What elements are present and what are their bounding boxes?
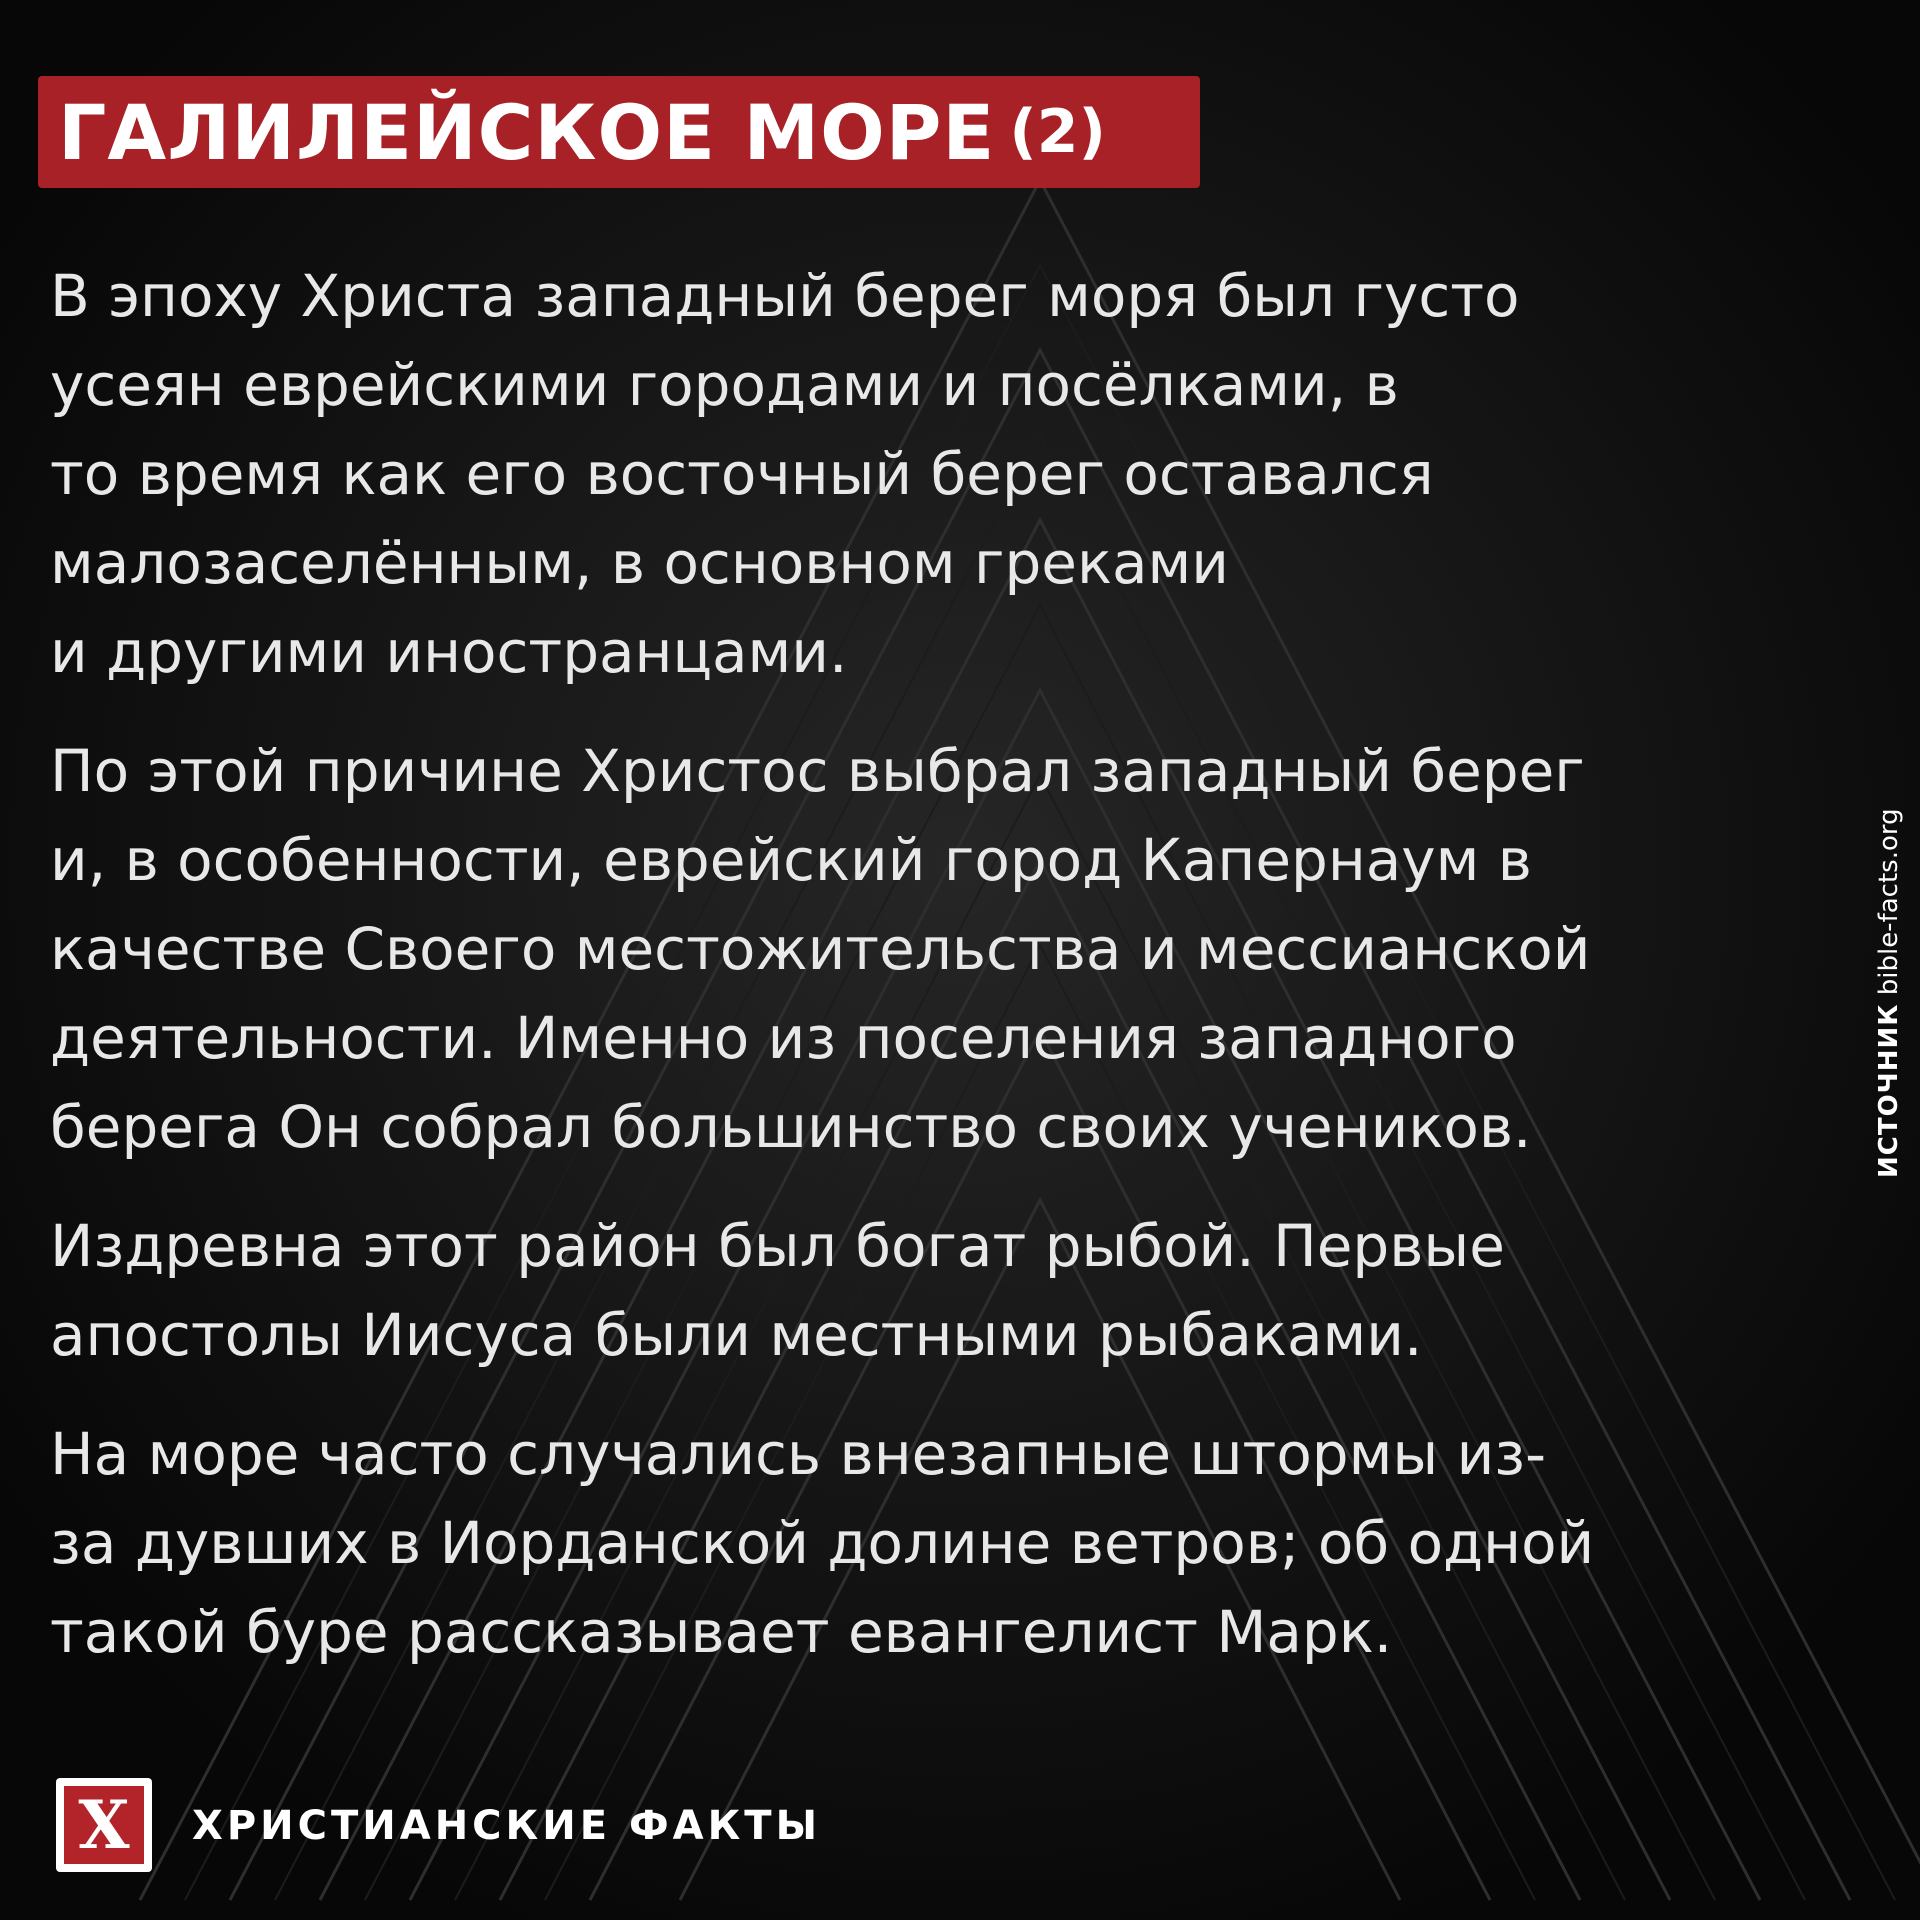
text-line: Издревна этот район был богат рыбой. Первые (50, 1212, 1505, 1280)
text-line: апостолы Иисуса были местными рыбаками. (50, 1301, 1423, 1369)
paragraph-2 (50, 727, 1740, 1172)
title-banner (38, 76, 1200, 188)
text-line: усеян еврейскими городами и посёлками, в (50, 351, 1399, 419)
text-line: По этой причине Христос выбрал западный берег (50, 737, 1585, 805)
text-line: и, в особенности, еврейский город Капернаум в (50, 826, 1532, 894)
source-link[interactable]: bible-facts.org (1874, 808, 1904, 996)
source-credit (1874, 808, 1904, 1178)
text-line: малозаселённым, в основном греками (50, 529, 1230, 597)
source-label: ИСТОЧНИК (1874, 1003, 1904, 1178)
page-title: ГАЛИЛЕЙСКОЕ МОРЕ (58, 87, 996, 177)
text-line: деятельности. Именно из поселения западного (50, 1004, 1517, 1072)
text-line: за дувших в Иорданской долине ветров; об одной (50, 1509, 1595, 1577)
brand-name: ХРИСТИАНСКИЕ ФАКТЫ (192, 1803, 822, 1849)
text-line: В эпоху Христа западный берег моря был густо (50, 262, 1520, 330)
text-line: и другими иностранцами. (50, 618, 848, 686)
text-line: берега Он собрал большинство своих учеников. (50, 1093, 1532, 1161)
paragraph-1 (50, 252, 1740, 697)
page-title-number: (2) (1009, 97, 1106, 167)
paragraph-3 (50, 1202, 1740, 1380)
paragraph-4 (50, 1410, 1740, 1677)
text-line: то время как его восточный берег оставался (50, 440, 1434, 508)
article-body (50, 252, 1740, 1707)
text-line: На море часто случались внезапные штормы из- (50, 1420, 1547, 1488)
text-line: качестве Своего местожительства и мессианской (50, 915, 1591, 983)
brand-logo[interactable] (56, 1778, 152, 1872)
text-line: такой буре рассказывает евангелист Марк. (50, 1598, 1393, 1666)
x-logo-icon: X (64, 1786, 144, 1864)
